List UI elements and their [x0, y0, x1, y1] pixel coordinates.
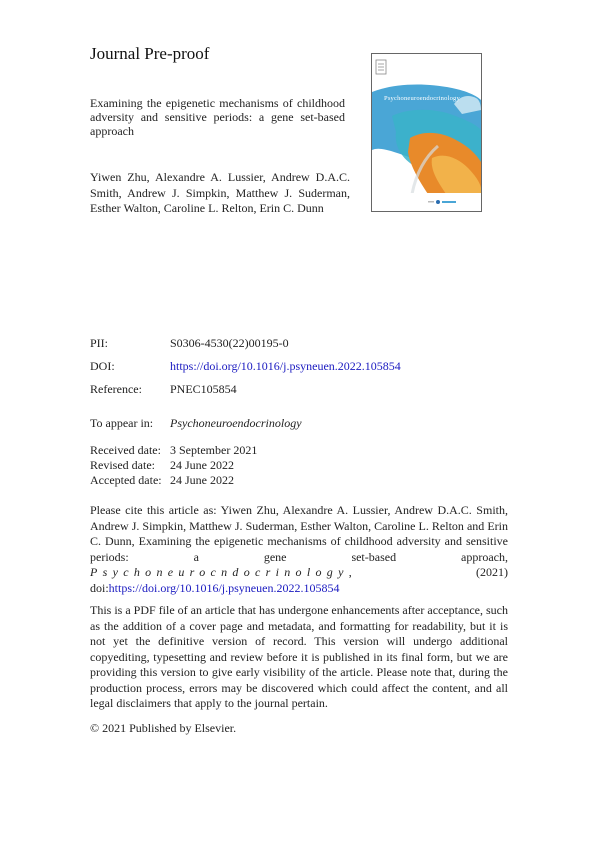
citation-year: , (2021): [348, 565, 508, 579]
article-title: Examining the epigenetic mechanisms of childhood adversity and sensitive periods: a gene set-based approach: [90, 96, 345, 138]
doi-label: DOI:: [90, 359, 115, 373]
doi-link[interactable]: https://doi.org/10.1016/j.psyneuen.2022.105854: [170, 359, 401, 373]
cover-journal-name: Psychoneuroendocrinology: [384, 95, 460, 102]
pii-value: S0306-4530(22)00195-0: [170, 336, 289, 350]
copyright-line: © 2021 Published by Elsevier.: [90, 721, 237, 735]
accepted-label: Accepted date:: [90, 473, 162, 487]
journal-pre-proof-header: Journal Pre-proof: [90, 44, 210, 63]
citation-journal: Psychoneurocndocrinology: [90, 565, 349, 579]
cover-footer: [372, 193, 481, 211]
article-authors: Yiwen Zhu, Alexandre A. Lussier, Andrew D.A.C. Smith, Andrew J. Simpkin, Matthew J. Suderman, Esther Walton, Caroline L. Relton, Erin C. Dunn: [90, 170, 350, 215]
revised-label: Revised date:: [90, 458, 155, 472]
pii-label: PII:: [90, 336, 108, 350]
cover-footer-marks: [372, 193, 481, 211]
citation-lead: Please cite this article as: Yiwen Zhu, Alexandre A. Lussier, Andrew D.A.C. Smith, Andrew J. Simpkin, Matthew J. Suderman, Esther Walton, Caroline L. Relton and Erin C. Dunn, Examining the epigenetic mechanisms of childhood adversity and sensitive periods: a gene set-based approach,: [90, 503, 508, 564]
reference-label: Reference:: [90, 382, 142, 396]
received-date: 3 September 2021: [170, 443, 258, 457]
to-appear-journal: Psychoneuroendocrinology: [170, 416, 302, 430]
to-appear-label: To appear in:: [90, 416, 154, 430]
revised-date: 24 June 2022: [170, 458, 234, 472]
accepted-date: 24 June 2022: [170, 473, 234, 487]
citation-doi-link[interactable]: https://doi.org/10.1016/j.psyneuen.2022.105854: [108, 580, 340, 595]
citation-doi-prefix: doi:: [90, 580, 109, 595]
journal-cover-image: [371, 53, 482, 212]
reference-value: PNEC105854: [170, 382, 237, 396]
citation-paragraph: [90, 503, 508, 596]
cover-artwork: [372, 54, 481, 194]
received-label: Received date:: [90, 443, 161, 457]
pdf-disclaimer-note: This is a PDF file of an article that has undergone enhancements after acceptance, such as the addition of a cover page and metadata, and formatting for readability, but it is not yet the definitive version of record. This version will undergo additional copyediting, typesetting and review before it is published in its final form, but we are providing this version to give early visibility of the article. Please note that, during the production process, errors may be discovered which could affect the content, and all legal disclaimers that apply to the journal pertain.: [90, 603, 508, 710]
